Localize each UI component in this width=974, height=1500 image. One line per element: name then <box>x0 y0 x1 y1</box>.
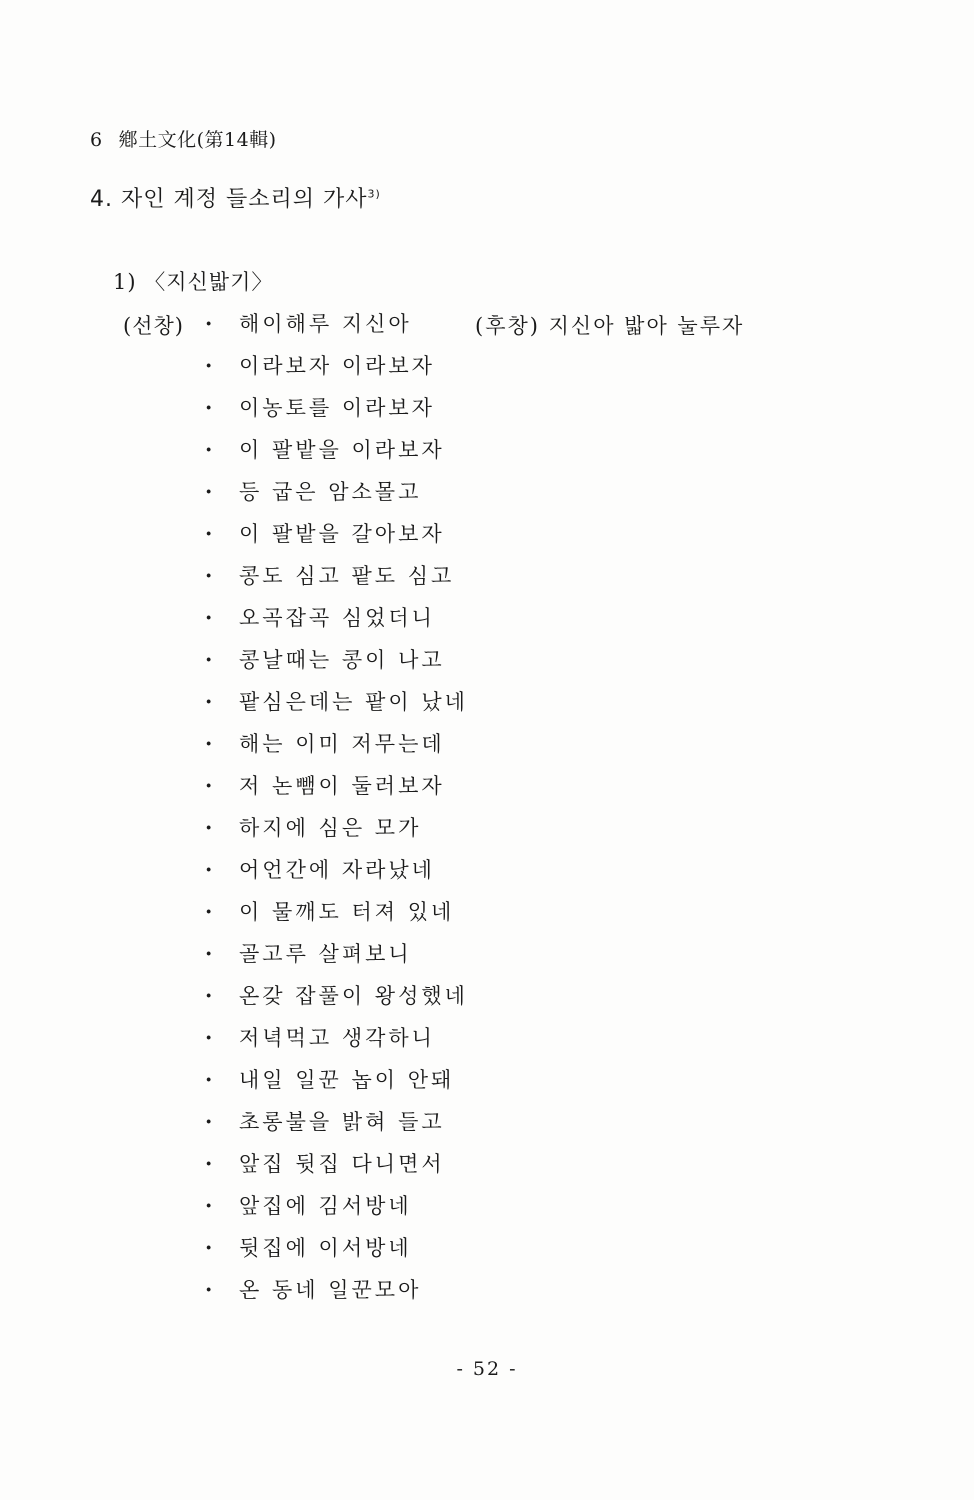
lyric-line <box>205 562 468 604</box>
section-title-text: 4. 자인 계정 들소리의 가사 <box>90 187 368 212</box>
lyric-line <box>205 1234 468 1276</box>
lyric-line <box>205 394 468 436</box>
bullet: · <box>205 395 213 420</box>
bullet: · <box>205 1109 213 1134</box>
lyric-text: 이농토를 이라보자 <box>239 396 435 420</box>
bullet: · <box>205 1235 213 1260</box>
section-title <box>90 182 381 213</box>
bullet: · <box>205 1025 213 1050</box>
lyric-text: 초롱불을 밝혀 들고 <box>239 1110 445 1134</box>
lyric-line <box>205 898 468 940</box>
lyric-text: 이 팔밭을 이라보자 <box>239 438 445 462</box>
lyric-text: 콩도 심고 팥도 심고 <box>239 564 455 588</box>
bullet: · <box>205 899 213 924</box>
bullet: · <box>205 605 213 630</box>
bullet: · <box>205 857 213 882</box>
header-page-number: 6 <box>90 129 103 151</box>
lyric-text: 골고루 살펴보니 <box>239 942 412 966</box>
lyric-line <box>205 688 468 730</box>
lyric-line <box>205 604 468 646</box>
lyric-line <box>205 940 468 982</box>
bullet: · <box>205 815 213 840</box>
lyric-text: 해는 이미 저무는데 <box>239 732 445 756</box>
bullet: · <box>205 1151 213 1176</box>
bullet: · <box>205 647 213 672</box>
lyric-line <box>205 982 468 1024</box>
lyric-line <box>205 646 468 688</box>
lyric-line <box>205 1276 468 1318</box>
lyrics-list <box>205 310 468 1318</box>
lyric-text: 이 물깨도 터져 있네 <box>239 900 455 924</box>
publication-title: 鄕土文化(第14輯) <box>118 129 277 151</box>
bullet: · <box>205 311 213 336</box>
lyric-text: 등 굽은 암소몰고 <box>239 480 422 504</box>
lyric-text: 팥심은데는 팥이 났네 <box>239 690 468 714</box>
lyric-text: 어언간에 자라났네 <box>239 858 435 882</box>
lyric-text: 앞집 뒷집 다니면서 <box>239 1152 445 1176</box>
lyric-line <box>205 1108 468 1150</box>
lyric-line <box>205 814 468 856</box>
bullet: · <box>205 521 213 546</box>
lead-singer-label: (선창) <box>123 314 184 338</box>
lyric-text: 하지에 심은 모가 <box>239 816 422 840</box>
subsection-title: 1) 〈지신밟기〉 <box>113 270 274 294</box>
lyric-text: 이라보자 이라보자 <box>239 354 435 378</box>
bullet: · <box>205 353 213 378</box>
bullet: · <box>205 1277 213 1302</box>
lyric-line <box>205 520 468 562</box>
bullet: · <box>205 689 213 714</box>
bullet: · <box>205 1193 213 1218</box>
footnote-mark: 3) <box>367 187 381 201</box>
lyric-text: 콩날때는 콩이 나고 <box>239 648 445 672</box>
lyric-text: 앞집에 김서방네 <box>239 1194 412 1218</box>
lyric-text: 저녁먹고 생각하니 <box>239 1026 435 1050</box>
lyric-text: 내일 일꾼 놉이 안돼 <box>239 1068 455 1092</box>
lyric-line <box>205 1192 468 1234</box>
lyric-line <box>205 478 468 520</box>
bullet: · <box>205 479 213 504</box>
lyric-text: 온갖 잡풀이 왕성했네 <box>239 984 468 1008</box>
lyric-line <box>205 436 468 478</box>
page-number: - 52 - <box>456 1358 518 1380</box>
lyric-text: 온 동네 일꾼모아 <box>239 1278 422 1302</box>
lyric-line <box>205 856 468 898</box>
bullet: · <box>205 773 213 798</box>
running-header <box>90 125 277 152</box>
lyric-text: 이 팔밭을 갈아보자 <box>239 522 445 546</box>
lyric-text: 해이해루 지신아 <box>239 312 412 336</box>
lyric-line <box>205 772 468 814</box>
lyric-text: 저 논뺌이 둘러보자 <box>239 774 445 798</box>
lyric-line <box>205 310 468 352</box>
lyric-line <box>205 1150 468 1192</box>
bullet: · <box>205 731 213 756</box>
bullet: · <box>205 437 213 462</box>
lyric-line <box>205 1066 468 1108</box>
bullet: · <box>205 1067 213 1092</box>
lyric-line <box>205 730 468 772</box>
lyric-text: 오곡잡곡 심었더니 <box>239 606 435 630</box>
lyric-line <box>205 352 468 394</box>
bullet: · <box>205 983 213 1008</box>
lyric-text: 뒷집에 이서방네 <box>239 1236 412 1260</box>
bullet: · <box>205 563 213 588</box>
chorus-response: (후창) 지신아 밟아 눌루자 <box>475 314 745 338</box>
bullet: · <box>205 941 213 966</box>
lyric-line <box>205 1024 468 1066</box>
